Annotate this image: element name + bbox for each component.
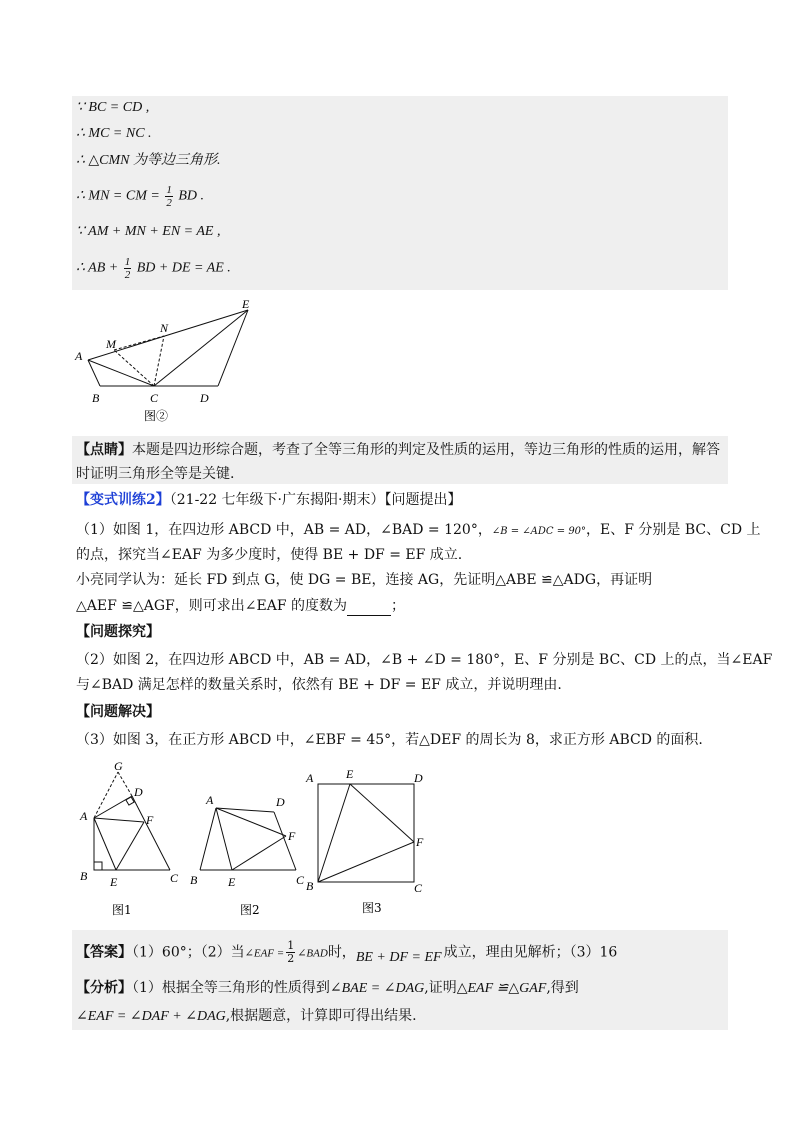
fig3-label-A: A [306,771,314,785]
fig1-label-G: G [114,759,123,773]
q1-text-e-end: ； [391,598,405,614]
fig3-label-E: E [346,767,354,781]
problem-q1-line3: 小亮同学认为：延长 FD 到点 G，使 DG = BE，连接 AG，先证明△ABE ≌△ADG，再证明 [76,572,653,588]
label-C: C [150,391,159,405]
problem-q3: （3）如图 3，在正方形 ABCD 中，∠EBF = 45°，若△DEF 的周长为 8，求正方形 ABCD 的面积. [76,732,703,748]
label-D: D [200,391,209,405]
answer-part-4: 成立，理由见解析；（3）16 [443,944,618,961]
figures-row [72,758,452,918]
proof-line-5: ∵ AM + MN + EN = AE , [76,224,221,239]
label-A: A [75,349,83,363]
analysis-math-3: ∠EAF = ∠DAF + ∠DAG [76,1009,226,1024]
fig3-label-F: F [416,835,424,849]
fig2-caption: 图2 [240,903,260,917]
answer-line [76,940,617,965]
problem-q2-line1: （2）如图 2，在四边形 ABCD 中，AB = AD，∠B + ∠D = 180°，E、F 分别是 BC、CD 上的点，当∠EAF [76,652,773,668]
analysis-math-1: ∠BAE = ∠DAG [329,981,425,996]
analysis-line-1 [76,978,579,999]
answer-cond-rhs: ∠BAD [297,947,328,960]
fig3-label-C: C [414,881,423,895]
proof-line-6-rhs: BD + DE = AE . [136,260,231,276]
proof-line-3: ∴ △CMN 为等边三角形. [76,153,221,168]
label-N: N [160,321,169,335]
proof-block [72,96,728,290]
answer-part-1: （1）60°；（2）当 [132,944,245,961]
answer-block [72,930,728,1030]
problem-tag: 【变式训练2】 [76,492,170,508]
analysis-line-2 [76,1006,417,1027]
problem-q1-line4 [76,596,405,616]
label-E: E [242,297,250,311]
fig1-label-F: F [146,813,154,827]
analysis-math-2: △EAF ≌△GAF [456,981,547,996]
fig2-label-A: A [206,793,214,807]
answer-equation: BE + DF = EF [355,949,442,965]
proof-line-4-rhs: BD . [178,188,204,204]
answer-tag: 【答案】 [76,944,132,961]
problem-header [76,490,461,510]
section-explore: 【问题探究】 [76,624,160,640]
analysis-tag: 【分析】 [76,980,132,996]
q1-text-e: △AEF ≌△AGF，则可求出∠EAF 的度数为 [76,598,347,614]
comment-line-2: 时证明三角形全等是关键. [76,466,235,482]
section-solve: 【问题解决】 [76,704,160,720]
fig1-label-A: A [80,809,88,823]
fig3-label-B: B [306,879,314,893]
proof-line-4-lhs: ∴ MN = CM = [76,188,160,204]
label-M: M [106,337,116,351]
figures-diagram [72,758,452,918]
fraction-half: $\frac{1}{2}$ [166,184,172,209]
q1-text-b: ，E、F 分别是 BC、CD 上 [586,522,761,538]
label-B: B [92,391,100,405]
fig1-label-B: B [80,869,88,883]
fraction-half: $\frac{1}{2}$ [124,256,131,281]
comment-tag: 【点睛】 [76,442,132,458]
fig1-label-E: E [110,875,118,889]
proof-line-2: ∴ MC = NC . [76,126,152,141]
fig3-label-D: D [414,771,423,785]
fig1-label-D: D [134,785,143,799]
analysis-text-1: （1）根据全等三角形的性质得到 [132,980,330,996]
problem-q1-line2: 的点，探究当∠EAF 为多少度时，使得 BE + DF = EF 成立. [76,547,463,563]
figure-top [72,292,264,426]
proof-line-6-lhs: ∴ AB + [76,260,119,276]
fig2-label-F: F [288,829,296,843]
comment-text-1: 本题是四边形综合题，考查了全等三角形的判定及性质的运用，等边三角形的性质的运用，解答 [132,442,720,458]
problem-q1-line1 [76,520,761,542]
fig2-label-B: B [190,873,198,887]
fig1-caption: 图1 [112,903,132,917]
problem-q2-line2: 与∠BAD 满足怎样的数量关系时，依然有 BE + DF = EF 成立，并说明理由. [76,677,562,693]
proof-line-6 [76,256,231,281]
proof-line-1: ∵ BC = CD , [76,100,150,115]
fig3-caption: 图3 [362,901,382,915]
fig2-label-C: C [296,873,305,887]
fig2-label-E: E [228,875,236,889]
problem-source: （21-22 七年级下·广东揭阳·期末）【问题提出】 [169,492,462,508]
answer-blank [347,601,391,616]
comment-line-1 [76,440,720,460]
comment-block [72,436,728,484]
answer-cond-lhs: ∠EAF = [244,947,285,960]
fig2-label-D: D [276,795,285,809]
figure-caption: 图② [144,409,169,423]
figure-top-diagram [72,292,264,426]
answer-part-2: 时， [327,944,356,961]
analysis-text-3: ,得到 [546,980,579,996]
analysis-text-4: ,根据题意，计算即可得出结果. [225,1008,417,1024]
proof-line-4 [76,184,204,209]
problem-block [72,490,773,756]
q1-angle-cond: ∠B = ∠ADC = 90° [491,526,587,537]
fraction-half: $\frac{1}{2}$ [287,939,295,965]
analysis-text-2: ,证明 [424,980,457,996]
fig1-label-C: C [170,871,179,885]
q1-text-a: （1）如图 1，在四边形 ABCD 中，AB = AD，∠BAD = 120°， [76,522,492,538]
